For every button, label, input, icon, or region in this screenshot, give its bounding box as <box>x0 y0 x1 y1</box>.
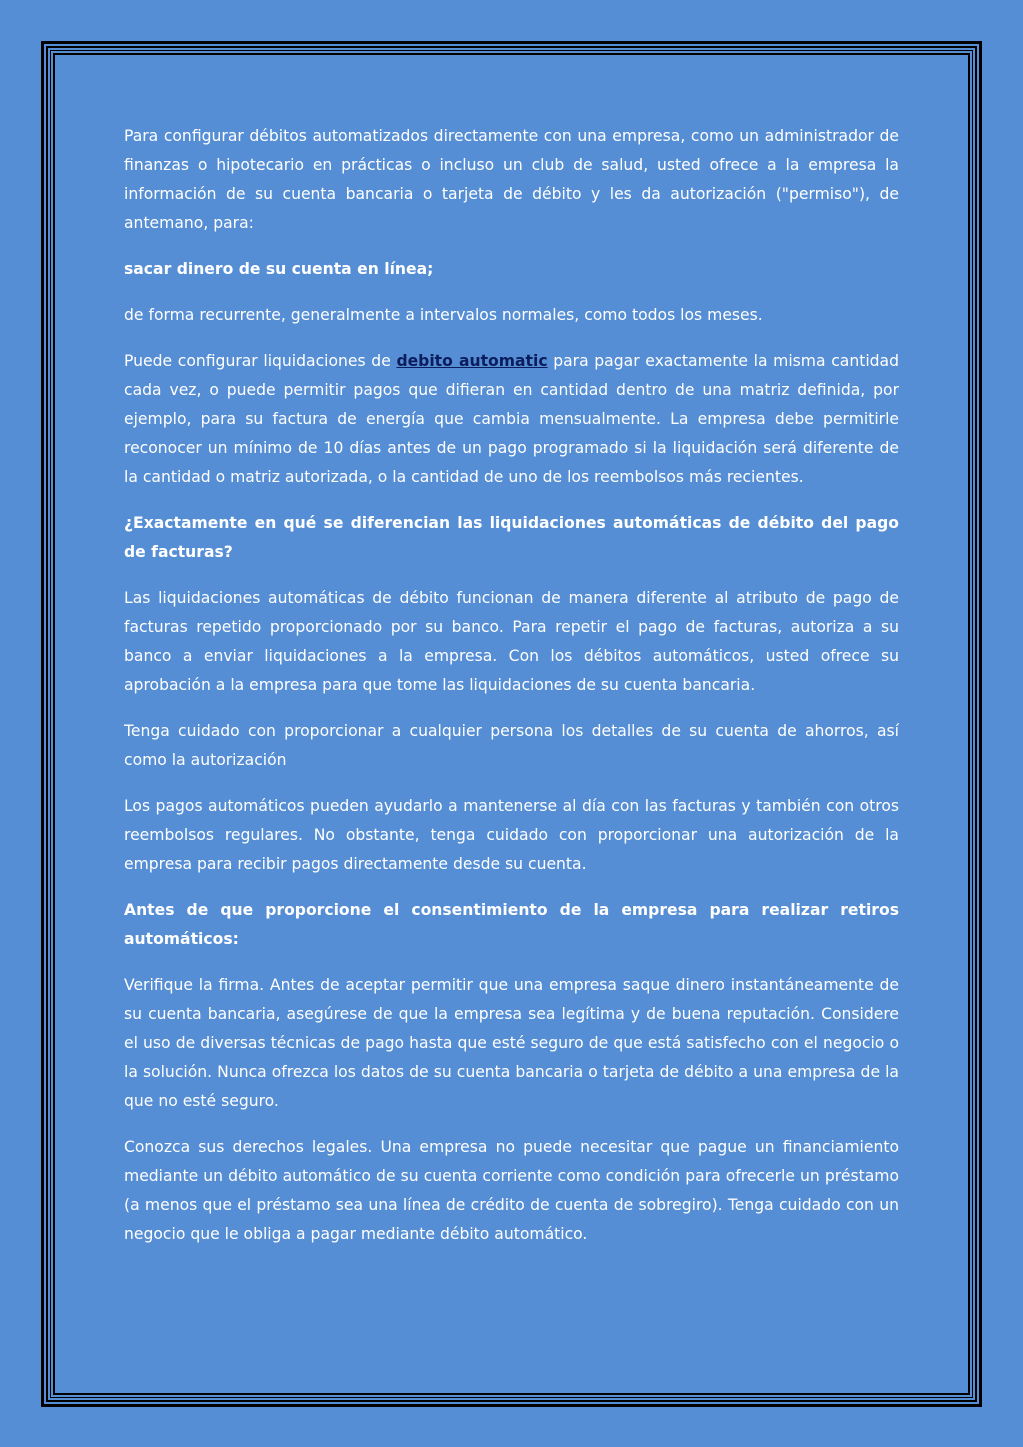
heading-before-consent: Antes de que proporcione el consentimiento de la empresa para realizar retiros automáticos: <box>124 901 899 948</box>
paragraph-intro: Para configurar débitos automatizados directamente con una empresa, como un administrador de finanzas o hipotecario en prácticas o incluso un club de salud, usted ofrece a la empresa la información de su cuenta bancaria o tarjeta de débito y les da autorización ("permiso"), de antemano, para: <box>124 127 899 232</box>
heading-difference: ¿Exactamente en qué se diferencian las liquidaciones automáticas de débito del pago de facturas? <box>124 514 899 561</box>
paragraph-automatic-payments: Los pagos automáticos pueden ayudarlo a mantenerse al día con las facturas y también con otros reembolsos regulares. No obstante, tenga cuidado con proporcionar una autorización de la empresa para recibir pagos directamente desde su cuenta. <box>124 797 899 873</box>
paragraph-configure-end: para pagar exactamente la misma cantidad cada vez, o puede permitir pagos que difieran en cantidad dentro de una matriz definida, por ejemplo, para su factura de energía que cambia mensualmente. La empresa debe permitirle reconocer un mínimo de 10 días antes de un pago programado si la liquidación será diferente de la cantidad o matriz autorizada, o la cantidad de uno de los reembolsos más recientes. <box>124 352 899 486</box>
paragraph-rights: Conozca sus derechos legales. Una empresa no puede necesitar que pague un financiamiento mediante un débito automático de su cuenta corriente como condición para ofrecerle un préstamo (a menos que el préstamo sea una línea de crédito de cuenta de sobregiro). Tenga cuidado con un negocio que le obliga a pagar mediante débito automático. <box>124 1138 899 1243</box>
paragraph-verify: Verifique la firma. Antes de aceptar permitir que una empresa saque dinero instantáneamente de su cuenta bancaria, asegúrese de que la empresa sea legítima y de buena reputación. Considere el uso de diversas técnicas de pago hasta que esté seguro de que está satisfecho con el negocio o la solución. Nunca ofrezca los datos de su cuenta bancaria o tarjeta de débito a una empresa de la que no esté seguro. <box>124 976 899 1110</box>
paragraph-configure-start: Puede configurar liquidaciones de <box>124 352 397 370</box>
debito-automatic-link[interactable]: debito automatic <box>396 352 548 370</box>
paragraph-caution: Tenga cuidado con proporcionar a cualquier persona los detalles de su cuenta de ahorros, así como la autorización <box>124 722 899 769</box>
document-body <box>124 122 899 1266</box>
paragraph-recurrent: de forma recurrente, generalmente a intervalos normales, como todos los meses. <box>124 306 763 324</box>
paragraph-configure <box>124 347 899 492</box>
bold-item-withdraw: sacar dinero de su cuenta en línea; <box>124 260 434 278</box>
paragraph-difference: Las liquidaciones automáticas de débito funcionan de manera diferente al atributo de pago de facturas repetido proporcionado por su banco. Para repetir el pago de facturas, autoriza a su banco a enviar liquidaciones a la empresa. Con los débitos automáticos, usted ofrece su aprobación a la empresa para que tome las liquidaciones de su cuenta bancaria. <box>124 589 899 694</box>
